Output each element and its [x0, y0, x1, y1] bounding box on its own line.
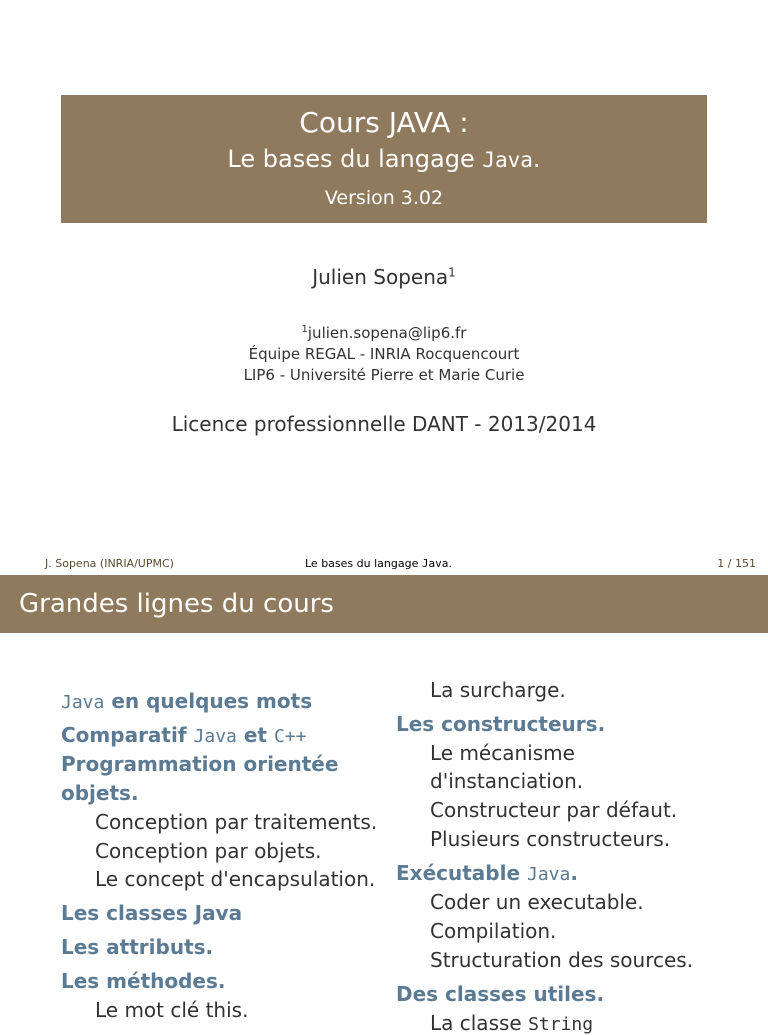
toc-code: Java — [526, 864, 571, 885]
toc-section-methodes[interactable]: Les méthodes. — [61, 969, 226, 993]
footer-author: J. Sopena (INRIA/UPMC) — [45, 557, 174, 570]
subtitle-code: Java — [482, 148, 533, 172]
toc-sub-coder[interactable]: Coder un executable. — [430, 890, 644, 914]
version-label: Version 3.02 — [324, 187, 444, 209]
author-text: Julien Sopena — [312, 265, 449, 289]
course-title: Cours JAVA : — [299, 106, 469, 139]
toc-sub-mecanisme-cont[interactable]: d'instanciation. — [430, 769, 584, 793]
toc-section-java-mots[interactable] — [61, 689, 312, 713]
author-footnote-mark: 1 — [448, 265, 456, 280]
toc-section-poo-cont[interactable]: objets. — [61, 781, 139, 805]
toc-code: Java — [61, 692, 105, 713]
outline-title: Grandes lignes du cours — [19, 589, 334, 619]
toc-sub-surcharge[interactable]: La surcharge. — [430, 678, 566, 702]
toc-sub-defaut[interactable]: Constructeur par défaut. — [430, 798, 678, 822]
footer-title-end: . — [448, 557, 452, 570]
toc-text: Comparatif — [61, 723, 194, 747]
toc-text: et — [236, 723, 274, 747]
footer-title-text: Le bases du langage — [305, 557, 422, 570]
footer-title — [305, 557, 452, 570]
footer-page-number: 1 / 151 — [717, 557, 756, 570]
toc-sub-string[interactable] — [430, 1011, 593, 1035]
toc-section-attributs[interactable]: Les attributs. — [61, 935, 214, 959]
email-text: julien.sopena@lip6.fr — [307, 324, 467, 342]
toc-sub-this[interactable]: Le mot clé this. — [95, 998, 249, 1022]
toc-sub-encapsulation[interactable]: Le concept d'encapsulation. — [95, 867, 376, 891]
toc-sub-traitements[interactable]: Conception par traitements. — [95, 810, 378, 834]
slide-footer — [0, 557, 768, 573]
toc-code: Java — [193, 726, 237, 747]
toc-code: C++ — [273, 726, 307, 747]
toc-section-constructeurs[interactable]: Les constructeurs. — [396, 712, 606, 736]
affil-team: Équipe REGAL - INRIA Rocquencourt — [248, 345, 520, 363]
licence-label: Licence professionnelle DANT - 2013/2014 — [171, 412, 597, 436]
toc-text: La classe — [430, 1011, 529, 1035]
affil-lab: LIP6 - Université Pierre et Marie Curie — [243, 366, 525, 384]
subtitle-text: Le bases du langage — [227, 145, 483, 173]
toc-sub-plusieurs[interactable]: Plusieurs constructeurs. — [430, 827, 671, 851]
toc-section-classes-utiles[interactable]: Des classes utiles. — [396, 982, 605, 1006]
affil-footnote-mark: 1 — [301, 324, 308, 335]
affil-email — [0, 324, 768, 342]
toc-sub-compilation[interactable]: Compilation. — [430, 919, 557, 943]
toc-sub-objets[interactable]: Conception par objets. — [95, 839, 322, 863]
toc-section-classes[interactable]: Les classes Java — [61, 901, 243, 925]
toc-text: . — [570, 861, 578, 885]
footer-title-code: Java — [421, 557, 449, 570]
subtitle-end: . — [532, 145, 541, 173]
toc-text: en quelques mots — [104, 689, 313, 713]
toc-text: Exécutable — [396, 861, 527, 885]
toc-sub-mecanisme[interactable]: Le mécanisme — [430, 741, 575, 765]
toc-section-executable[interactable] — [396, 861, 578, 885]
toc-section-poo[interactable]: Programmation orientée — [61, 752, 339, 776]
course-subtitle — [0, 145, 768, 173]
outline-slide — [0, 575, 768, 1035]
outline-header — [0, 575, 768, 633]
toc-section-comparatif[interactable] — [61, 723, 306, 747]
author-name — [0, 265, 768, 289]
toc-code: String — [528, 1014, 594, 1035]
toc-sub-structuration[interactable]: Structuration des sources. — [430, 948, 694, 972]
